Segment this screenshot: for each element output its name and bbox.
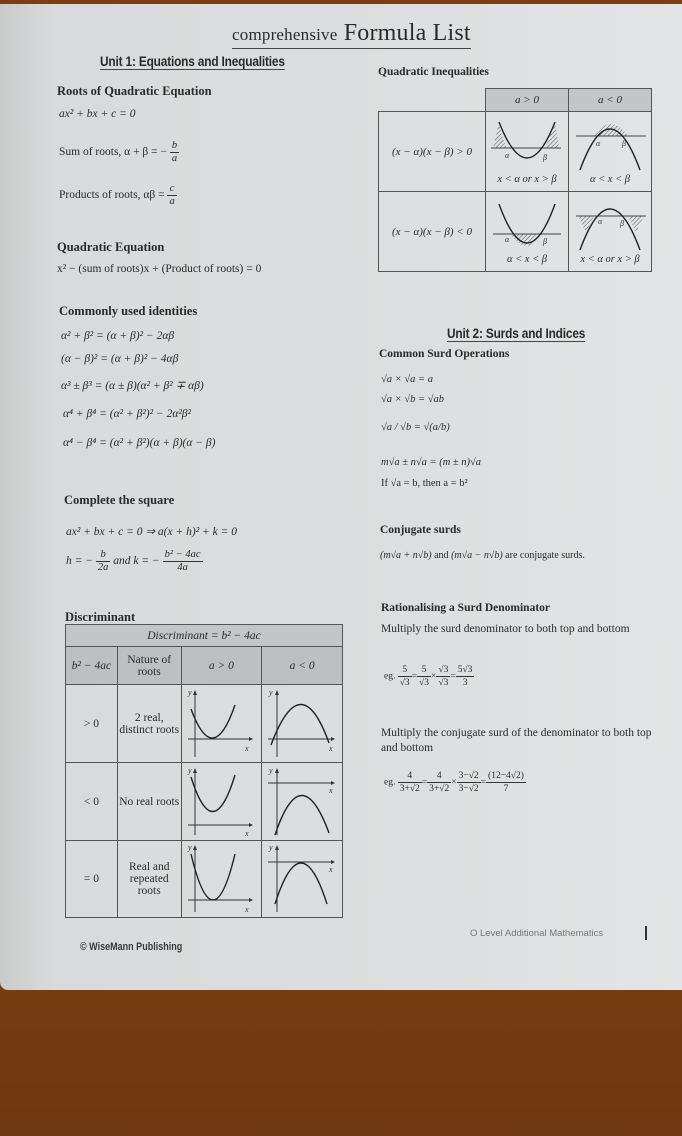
table-row xyxy=(66,841,343,918)
quadratic-equation-formula: x² − (sum of roots)x + (Product of roots) = 0 xyxy=(57,263,262,275)
solution-text: x < α or x > β xyxy=(497,174,557,185)
inequalities-table xyxy=(378,88,652,272)
page-title xyxy=(232,20,471,49)
discriminant-value: = 0 xyxy=(66,841,118,918)
complete-square-line2: h = − $\frac{b}{2a}$ and k = − $\frac{\text{b² − 4ac}}{4a}$ xyxy=(66,549,201,573)
inequality-solution-cell xyxy=(569,192,652,272)
inequality-condition: (x − α)(x − β) > 0 xyxy=(379,112,486,192)
complete-square-line1: ax² + bx + c = 0 ⇒ a(x + h)² + k = 0 xyxy=(66,526,238,538)
svg-text:β: β xyxy=(543,237,547,246)
graph-downward-two-roots xyxy=(262,685,343,763)
svg-text:y: y xyxy=(187,687,192,697)
svg-text:y: y xyxy=(187,843,192,852)
unit2-heading: Unit 2: Surds and Indices xyxy=(447,326,586,341)
title-large: Formula List xyxy=(343,20,471,46)
book-page xyxy=(0,4,682,990)
col-header-a-positive: a > 0 xyxy=(181,647,262,685)
solution-text: x < α or x > β xyxy=(580,254,640,265)
col-header-nature: Nature of roots xyxy=(117,647,181,685)
svg-text:x: x xyxy=(329,785,333,795)
svg-text:y: y xyxy=(187,765,192,775)
title-small: comprehensive xyxy=(232,25,338,44)
identity-4: α⁴ + β⁴ = (α² + β²)² − 2α²β² xyxy=(63,408,191,420)
inequality-solution-cell xyxy=(486,112,569,192)
svg-text:α: α xyxy=(505,235,510,244)
svg-text:β: β xyxy=(543,153,547,162)
complete-square-heading: Complete the square xyxy=(64,493,175,507)
fraction: $\frac{b}{a}$ xyxy=(171,140,178,164)
conjugate-heading: Conjugate surds xyxy=(380,524,461,536)
fraction: $\frac{\text{b² − 4ac}}{4a}$ xyxy=(164,549,201,573)
solution-text: α < x < β xyxy=(506,254,548,265)
svg-text:x: x xyxy=(244,743,249,753)
identity-5: α⁴ − β⁴ = (α² + β²)(α + β)(α − β) xyxy=(63,437,216,449)
nature-of-roots: Real and repeated roots xyxy=(117,841,181,918)
graph-upward-repeated-root xyxy=(181,841,262,918)
empty-corner xyxy=(379,89,486,112)
discriminant-value: < 0 xyxy=(66,763,118,841)
unit1-heading: Unit 1: Equations and Inequalities xyxy=(100,54,285,69)
svg-text:α: α xyxy=(598,217,603,226)
roots-heading: Roots of Quadratic Equation xyxy=(57,84,212,98)
discriminant-value: > 0 xyxy=(66,685,118,763)
table-row xyxy=(379,112,652,192)
fraction: $\frac{b}{2a}$ xyxy=(97,549,109,573)
inequality-solution-cell xyxy=(486,192,569,272)
col-header-a-negative: a < 0 xyxy=(262,647,343,685)
svg-text:α: α xyxy=(505,151,510,160)
page-marker xyxy=(645,926,647,940)
identity-3: α³ ± β³ = (α ± β)(α² + β² ∓ αβ) xyxy=(61,380,204,392)
example-1: eg. $\frac{5}{√3}$ = $\frac{5}{√3}$ × $\frac{√3}{√3}$ = $\frac{5√3}{3}$ xyxy=(384,665,473,688)
table-row xyxy=(379,192,652,272)
graph-upward-no-roots xyxy=(181,763,262,841)
publisher-credit: © WiseMann Publishing xyxy=(80,941,183,953)
quadratic-equation-heading: Quadratic Equation xyxy=(57,240,165,254)
example-2: eg. $\frac{4}{3+√2}$ = $\frac{4}{3+√2}$ × $\frac{3-√2}{3-√2}$ = $\frac{(12-4√2)}{7}$ xyxy=(384,771,524,794)
svg-text:y: y xyxy=(269,687,273,697)
identity-2: (α − β)² = (α + β)² − 4αβ xyxy=(61,353,179,365)
quadratic-general-form: ax² + bx + c = 0 xyxy=(59,108,136,120)
svg-text:α: α xyxy=(596,139,601,148)
col-header-a-positive: a > 0 xyxy=(486,89,569,112)
rationalising-text-1: Multiply the surd denominator to both top and bottom xyxy=(381,623,630,635)
table-row xyxy=(66,763,343,841)
graph-downward-repeated-root xyxy=(262,841,343,918)
common-surd-heading: Common Surd Operations xyxy=(379,348,510,360)
svg-text:β: β xyxy=(620,219,624,228)
col-header-a-negative: a < 0 xyxy=(569,89,652,112)
identities-heading: Commonly used identities xyxy=(59,304,198,318)
sum-of-roots: Sum of roots, α + β = − $\frac{b}{a}$ xyxy=(59,140,178,164)
surd-rule-1: √a × √a = a xyxy=(381,374,433,385)
svg-text:y: y xyxy=(269,765,273,775)
surd-rule-2: √a × √b = √ab xyxy=(381,394,444,405)
svg-text:x: x xyxy=(329,743,333,753)
svg-text:x: x xyxy=(329,865,333,874)
inequalities-heading: Quadratic Inequalities xyxy=(378,66,489,78)
svg-text:y: y xyxy=(269,843,273,852)
conjugate-definition: (m√a + n√b) and (m√a − n√b) are conjugate surds. xyxy=(380,550,585,561)
inequality-solution-cell xyxy=(569,112,652,192)
discriminant-heading: Discriminant xyxy=(65,610,136,624)
solution-text: α < x < β xyxy=(589,174,631,185)
fraction: $\frac{c}{a}$ xyxy=(169,183,175,207)
rationalising-text-2: Multiply the conjugate surd of the denominator to both top and bottom xyxy=(381,727,652,754)
surd-rule-5: If √a = b, then a = b² xyxy=(381,478,468,489)
inequality-condition: (x − α)(x − β) < 0 xyxy=(379,192,486,272)
discriminant-table xyxy=(65,624,343,918)
discriminant-table-title: Discriminant = b² − 4ac xyxy=(66,625,343,647)
surd-rule-4: m√a ± n√a = (m ± n)√a xyxy=(381,457,482,468)
product-of-roots: Products of roots, αβ = $\frac{c}{a}$ xyxy=(59,183,175,207)
col-header-discriminant: b² − 4ac xyxy=(66,647,118,685)
table-row xyxy=(66,685,343,763)
identity-1: α² + β² = (α + β)² − 2αβ xyxy=(61,330,175,342)
svg-text:x: x xyxy=(244,905,249,914)
graph-upward-two-roots xyxy=(181,685,262,763)
surd-rule-3: √a / √b = √(a/b) xyxy=(381,422,450,433)
nature-of-roots: No real roots xyxy=(117,763,181,841)
svg-text:x: x xyxy=(244,828,249,838)
graph-downward-no-roots xyxy=(262,763,343,841)
nature-of-roots: 2 real, distinct roots xyxy=(117,685,181,763)
svg-text:β: β xyxy=(622,139,626,148)
rationalising-heading: Rationalising a Surd Denominator xyxy=(381,602,551,614)
book-title: O Level Additional Mathematics xyxy=(470,928,604,939)
